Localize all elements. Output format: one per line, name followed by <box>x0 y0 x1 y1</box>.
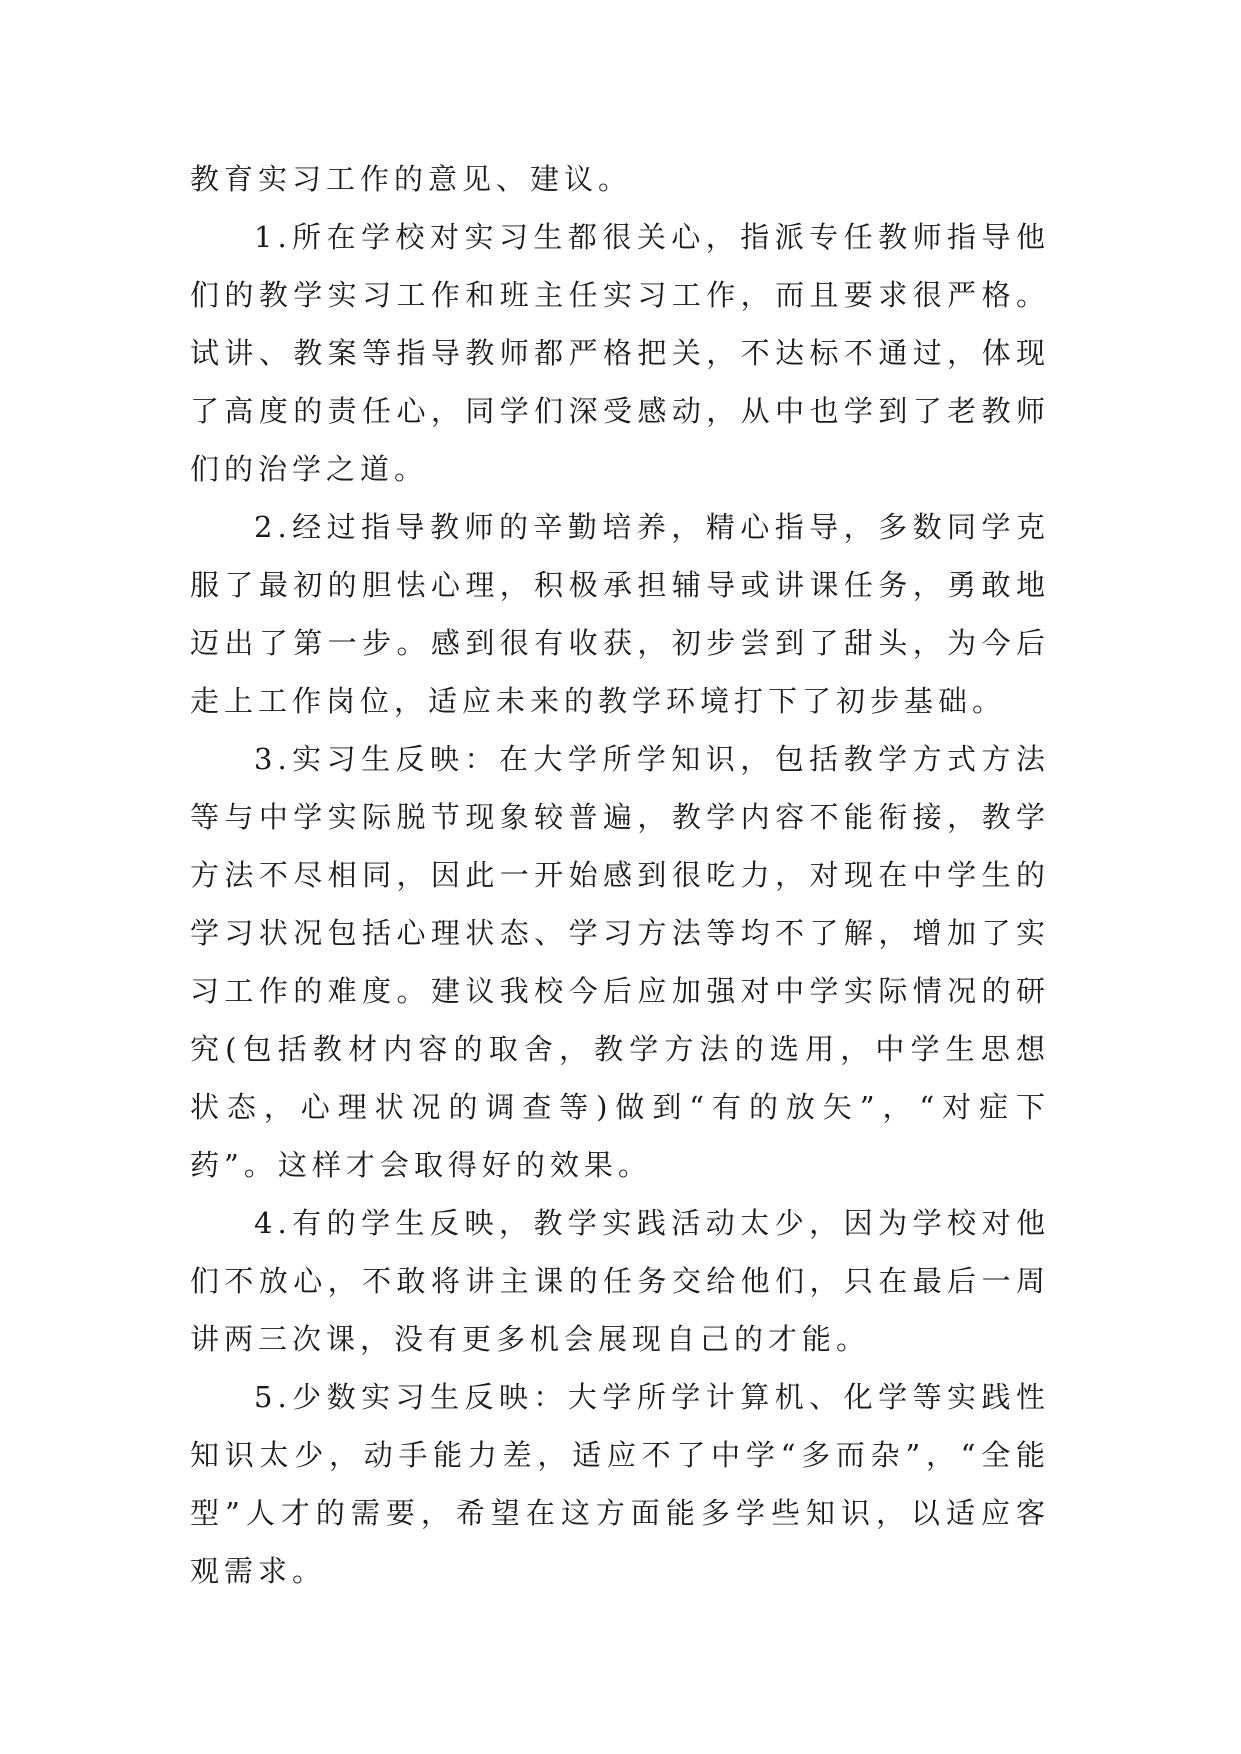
paragraph-item-4: 4.有的学生反映，教学实践活动太少，因为学校对他们不放心，不敢将讲主课的任务交给他们，只在最后一周讲两三次课，没有更多机会展现自己的才能。 <box>190 1206 1050 1356</box>
paragraph-item-3: 3.实习生反映：在大学所学知识，包括教学方式方法等与中学实际脱节现象较普遍，教学内容不能衔接，教学方法不尽相同，因此一开始感到很吃力，对现在中学生的学习状况包括心理状态、学习方法等均不了解，增加了实习工作的难度。建议我校今后应加强对中学实际情况的研究(包括教材内容的取舍，教学方法的选用，中学生思想状态，心理状况的调查等)做到“有的放矢”，“对症下药”。这样才会取得好的效果。 <box>190 742 1050 1182</box>
intro-paragraph: 教育实习工作的意见、建议。 <box>190 162 633 196</box>
document-body <box>190 150 1050 1600</box>
paragraph-item-5: 5.少数实习生反映：大学所学计算机、化学等实践性知识太少，动手能力差，适应不了中学“多而杂”，“全能型”人才的需要，希望在这方面能多学些知识，以适应客观需求。 <box>190 1380 1050 1588</box>
paragraph-item-1: 1.所在学校对实习生都很关心，指派专任教师指导他们的教学实习工作和班主任实习工作，而且要求很严格。试讲、教案等指导教师都严格把关，不达标不通过，体现了高度的责任心，同学们深受感动，从中也学到了老教师们的治学之道。 <box>190 220 1050 486</box>
paragraph-item-2: 2.经过指导教师的辛勤培养，精心指导，多数同学克服了最初的胆怯心理，积极承担辅导或讲课任务，勇敢地迈出了第一步。感到很有收获，初步尝到了甜头，为今后走上工作岗位，适应未来的教学环境打下了初步基础。 <box>190 510 1050 718</box>
